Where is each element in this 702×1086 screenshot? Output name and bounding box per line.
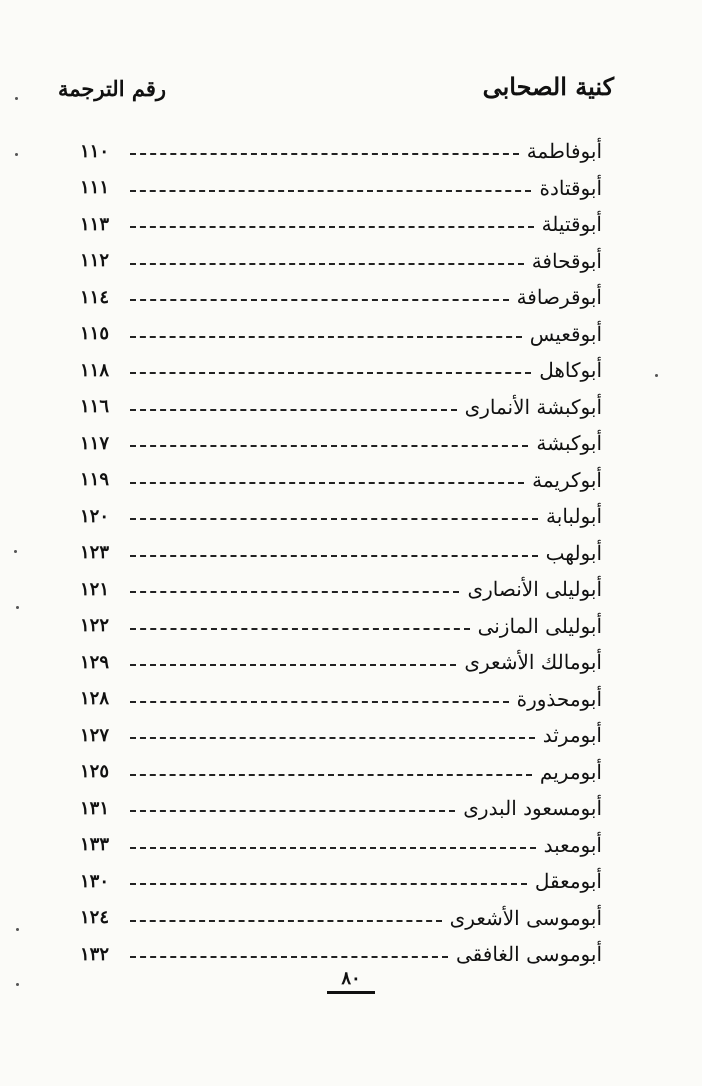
entry-number: ١١١ <box>80 177 110 199</box>
entry-number: ١١٤ <box>80 286 110 308</box>
scan-speck <box>16 928 19 931</box>
entry-row <box>80 644 602 681</box>
entry-name: أبوكبشة الأنمارى <box>464 394 602 419</box>
scan-speck <box>15 153 18 156</box>
entry-number: ١٣٣ <box>80 834 110 856</box>
entry-number: ١٢٣ <box>80 542 110 564</box>
entry-row <box>80 863 602 900</box>
leader-dashes <box>130 153 519 155</box>
entry-number: ١٣٢ <box>80 943 110 965</box>
entry-name: أبوكريمة <box>532 467 602 492</box>
leader-dashes <box>130 701 509 703</box>
entry-number: ١١٩ <box>80 469 110 491</box>
entry-name: أبومالك الأشعرى <box>464 650 602 675</box>
entry-name: أبوليلى الأنصارى <box>467 577 602 602</box>
entry-row <box>80 608 602 645</box>
leader-dashes <box>130 445 528 447</box>
table-header <box>58 72 614 112</box>
scan-speck <box>14 550 17 553</box>
entry-name: أبومرثد <box>542 723 602 748</box>
leader-dashes <box>130 664 456 666</box>
entry-row <box>80 717 602 754</box>
entry-row <box>80 389 602 426</box>
entry-row <box>80 133 602 170</box>
entry-row <box>80 827 602 864</box>
leader-dashes <box>130 226 534 228</box>
leader-dashes <box>130 774 532 776</box>
leader-dashes <box>130 190 531 192</box>
leader-dashes <box>130 628 470 630</box>
entry-row <box>80 279 602 316</box>
entry-name: أبوقتادة <box>539 175 602 200</box>
entry-number: ١٢١ <box>80 578 110 600</box>
entry-name: أبوكبشة <box>536 431 602 456</box>
entry-row <box>80 462 602 499</box>
leader-dashes <box>130 737 535 739</box>
entry-row <box>80 425 602 462</box>
entry-number: ١٢٨ <box>80 688 110 710</box>
leader-dashes <box>130 299 509 301</box>
entry-row <box>80 498 602 535</box>
entry-name: أبوقعيس <box>529 321 602 346</box>
entry-number: ١٢٧ <box>80 724 110 746</box>
scan-speck <box>655 374 658 377</box>
entry-name: أبولهب <box>545 540 602 565</box>
entry-number: ١٣١ <box>80 797 110 819</box>
leader-dashes <box>130 518 538 520</box>
entry-row <box>80 206 602 243</box>
entry-name: أبوقرصافة <box>516 285 602 310</box>
entry-name: أبوموسى الأشعرى <box>449 905 602 930</box>
leader-dashes <box>130 956 448 958</box>
entry-row <box>80 900 602 937</box>
entry-number: ١١٣ <box>80 213 110 235</box>
entry-name: أبوفاطمة <box>526 139 602 164</box>
entry-row <box>80 170 602 207</box>
scan-speck <box>16 983 19 986</box>
entry-row <box>80 243 602 280</box>
entry-row <box>80 571 602 608</box>
entry-name: أبومسعود البدرى <box>463 796 602 821</box>
entry-number: ١١٧ <box>80 432 110 454</box>
entry-name: أبومعبد <box>543 832 602 857</box>
entry-number: ١١٢ <box>80 250 110 272</box>
leader-dashes <box>130 263 524 265</box>
page-number: ٨٠ <box>327 968 374 994</box>
scan-speck <box>16 606 19 609</box>
leader-dashes <box>130 482 524 484</box>
entry-row <box>80 352 602 389</box>
entry-number: ١٣٠ <box>80 870 110 892</box>
page-footer <box>0 968 702 994</box>
entry-number: ١٢٥ <box>80 761 110 783</box>
entry-row <box>80 535 602 572</box>
scan-speck <box>15 97 18 100</box>
entry-number: ١١٠ <box>80 140 110 162</box>
entry-number: ١٢٩ <box>80 651 110 673</box>
entry-name: أبومحذورة <box>516 686 602 711</box>
entry-name: أبوكاهل <box>539 358 602 383</box>
entry-number: ١١٥ <box>80 323 110 345</box>
entry-name: أبوقتيلة <box>541 212 602 237</box>
number-column-heading: رقم الترجمة <box>58 76 167 101</box>
entry-name: أبوموسى الغافقى <box>455 942 602 967</box>
leader-dashes <box>130 555 538 557</box>
leader-dashes <box>130 336 522 338</box>
leader-dashes <box>130 883 527 885</box>
entry-number: ١٢٠ <box>80 505 110 527</box>
entry-row <box>80 754 602 791</box>
entry-number: ١٢٤ <box>80 907 110 929</box>
entry-number: ١٢٢ <box>80 615 110 637</box>
leader-dashes <box>130 810 455 812</box>
entry-name: أبومريم <box>539 759 602 784</box>
leader-dashes <box>130 920 442 922</box>
entry-name: أبوقحافة <box>531 248 602 273</box>
entry-name: أبومعقل <box>534 869 602 894</box>
entry-name: أبوليلى المازنى <box>477 613 602 638</box>
entry-number: ١١٨ <box>80 359 110 381</box>
entry-row <box>80 681 602 718</box>
entries-list <box>80 133 602 973</box>
entry-row <box>80 316 602 353</box>
name-column-heading: كنية الصحابى <box>482 72 614 101</box>
leader-dashes <box>130 847 536 849</box>
leader-dashes <box>130 372 531 374</box>
entry-number: ١١٦ <box>80 396 110 418</box>
entry-name: أبولبابة <box>546 504 602 529</box>
leader-dashes <box>130 591 459 593</box>
leader-dashes <box>130 409 457 411</box>
entry-row <box>80 790 602 827</box>
